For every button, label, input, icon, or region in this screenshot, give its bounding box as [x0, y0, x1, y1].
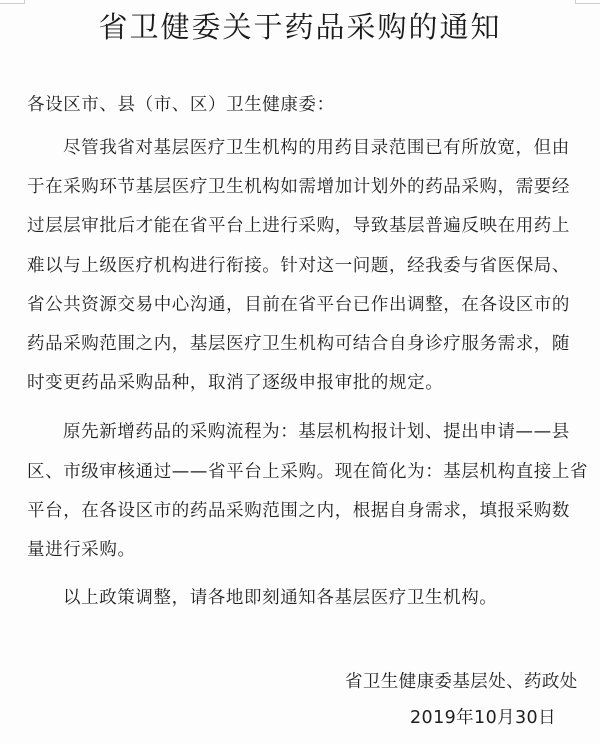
paragraph-2-line-4: 量进行采购。: [27, 540, 136, 560]
paragraph-1-line-3: 过层层审批后才能在省平台上进行采购，导致基层普遍反映在用药上: [27, 216, 570, 236]
signature: 省卫生健康委基层处、药政处: [345, 672, 578, 692]
paragraph-2-line-2: 区、市级审核通过——省平台上采购。现在简化为：基层机构直接上省: [27, 462, 589, 482]
crop-mark-top-right: [575, 0, 600, 4]
paragraph-1-line-4: 难以与上级医疗机构进行衔接。针对这一问题，经我委与省医保局、: [27, 256, 570, 276]
paragraph-3-line-1: 以上政策调整，请各地即刻通知各基层医疗卫生机构。: [63, 588, 498, 608]
paragraph-2-line-1: 原先新增药品的采购流程为：基层机构报计划、提出申请——县: [63, 422, 570, 442]
paragraph-1-line-5: 省公共资源交易中心沟通，目前在省平台已作出调整，在各设区市的: [27, 295, 570, 315]
paragraph-2-line-3: 平台，在各设区市的药品采购范围之内，根据自身需求，填报采购数: [27, 501, 570, 521]
salutation: 各设区市、县（市、区）卫生健康委：: [27, 95, 335, 115]
paragraph-1-line-2: 于在采购环节基层医疗卫生机构如需增加计划外的药品采购，需要经: [27, 177, 570, 197]
date: 2019年10月30日: [410, 708, 556, 728]
crop-mark-top-left: [0, 0, 25, 4]
paragraph-1-line-7: 时变更药品采购品种，取消了逐级申报审批的规定。: [27, 373, 444, 393]
document-title: 省卫健委关于药品采购的通知: [98, 10, 502, 44]
paragraph-1-line-1: 尽管我省对基层医疗卫生机构的用药目录范围已有所放宽，但由: [63, 138, 570, 158]
paragraph-1-line-6: 药品采购范围之内，基层医疗卫生机构可结合自身诊疗服务需求，随: [27, 334, 570, 354]
